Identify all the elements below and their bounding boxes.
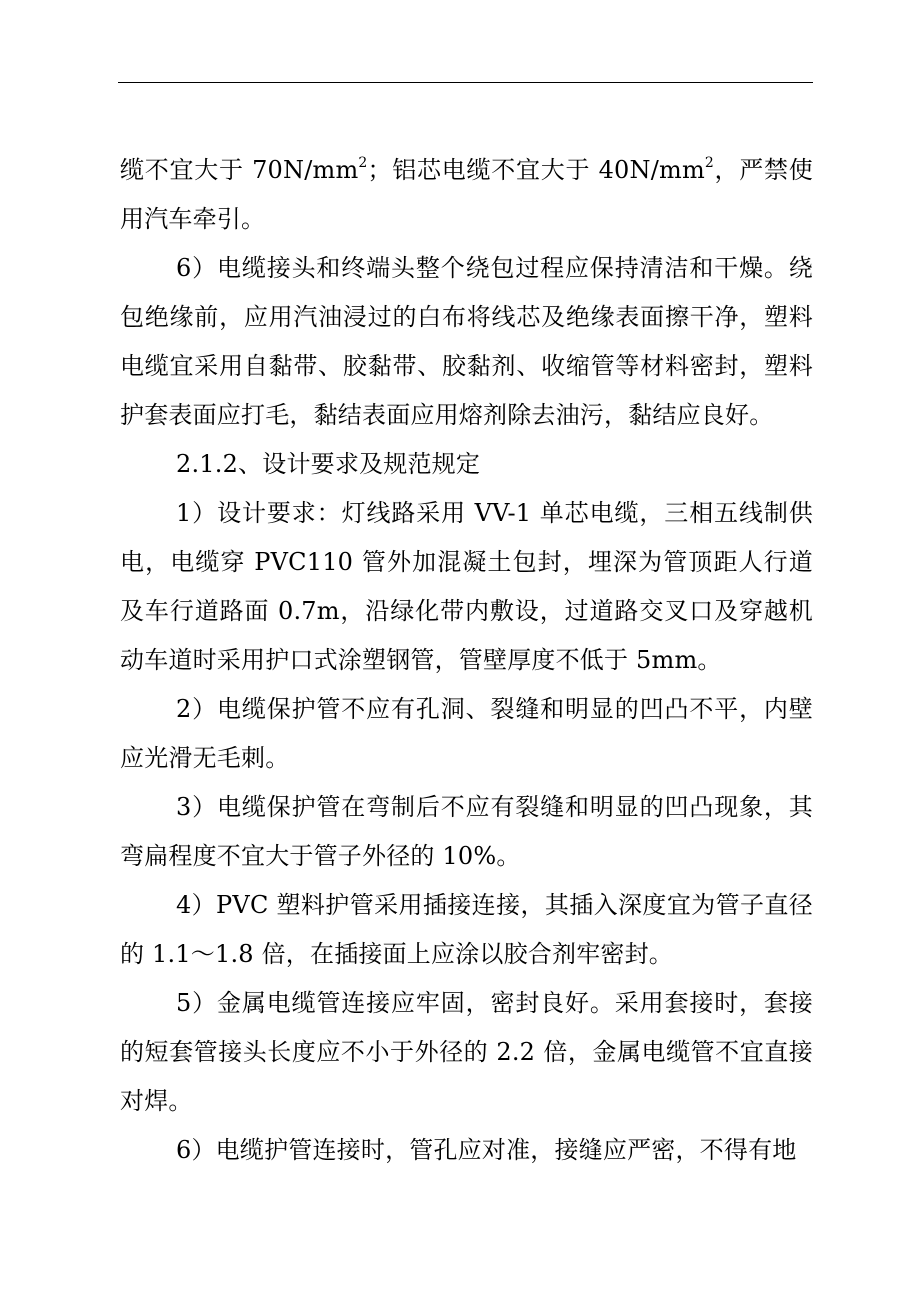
document-body [120,146,813,1175]
paragraph [120,979,813,1126]
paragraph [120,146,813,244]
text-run: 1）设计要求：灯线路采用 VV-1 单芯电缆，三相五线制供电，电缆穿 PVC110 管外加混凝土包封，埋深为管顶距人行道及车行道路面 0.7m，沿绿化带内敷设，过道路交叉口及穿越机动车道时采用护口式涂塑钢管，管壁厚度不低于 5mm。 [120,499,813,674]
text-run: 4）PVC 塑料护管采用插接连接，其插入深度宜为管子直径的 1.1～1.8 倍，在插接面上应涂以胶合剂牢密封。 [120,891,813,968]
text-run: 5）金属电缆管连接应牢固，密封良好。采用套接时，套接的短套管接头长度应不小于外径的 2.2 倍，金属电缆管不宜直接对焊。 [120,989,813,1115]
text-run: 6）电缆接头和终端头整个绕包过程应保持清洁和干燥。绕包绝缘前，应用汽油浸过的白布将线芯及绝缘表面擦干净，塑料电缆宜采用自黏带、胶黏带、胶黏剂、收缩管等材料密封，塑料护套表面应打毛，黏结表面应用熔剂除去油污，黏结应良好。 [120,254,813,429]
text-run: 2.1.2、设计要求及规范规定 [176,450,481,478]
text-run: ；铝芯电缆不宜大于 40N/mm [367,156,705,184]
paragraph [120,881,813,979]
paragraph [120,783,813,881]
header-rule [118,82,813,83]
superscript: 2 [704,155,715,171]
paragraph [120,489,813,685]
text-run: 6）电缆护管连接时，管孔应对准，接缝应严密，不得有地 [176,1136,797,1164]
text-run: 缆不宜大于 70N/mm [120,156,359,184]
paragraph [120,685,813,783]
text-run: ，严禁使用汽车牵引。 [120,156,813,233]
text-run: 3）电缆保护管在弯制后不应有裂缝和明显的凹凸现象，其弯扁程度不宜大于管子外径的 10%。 [120,793,813,870]
section-heading [120,440,813,489]
text-run: 2）电缆保护管不应有孔洞、裂缝和明显的凹凸不平，内壁应光滑无毛刺。 [120,695,813,772]
paragraph [120,244,813,440]
paragraph [120,1126,813,1175]
superscript: 2 [358,155,368,171]
